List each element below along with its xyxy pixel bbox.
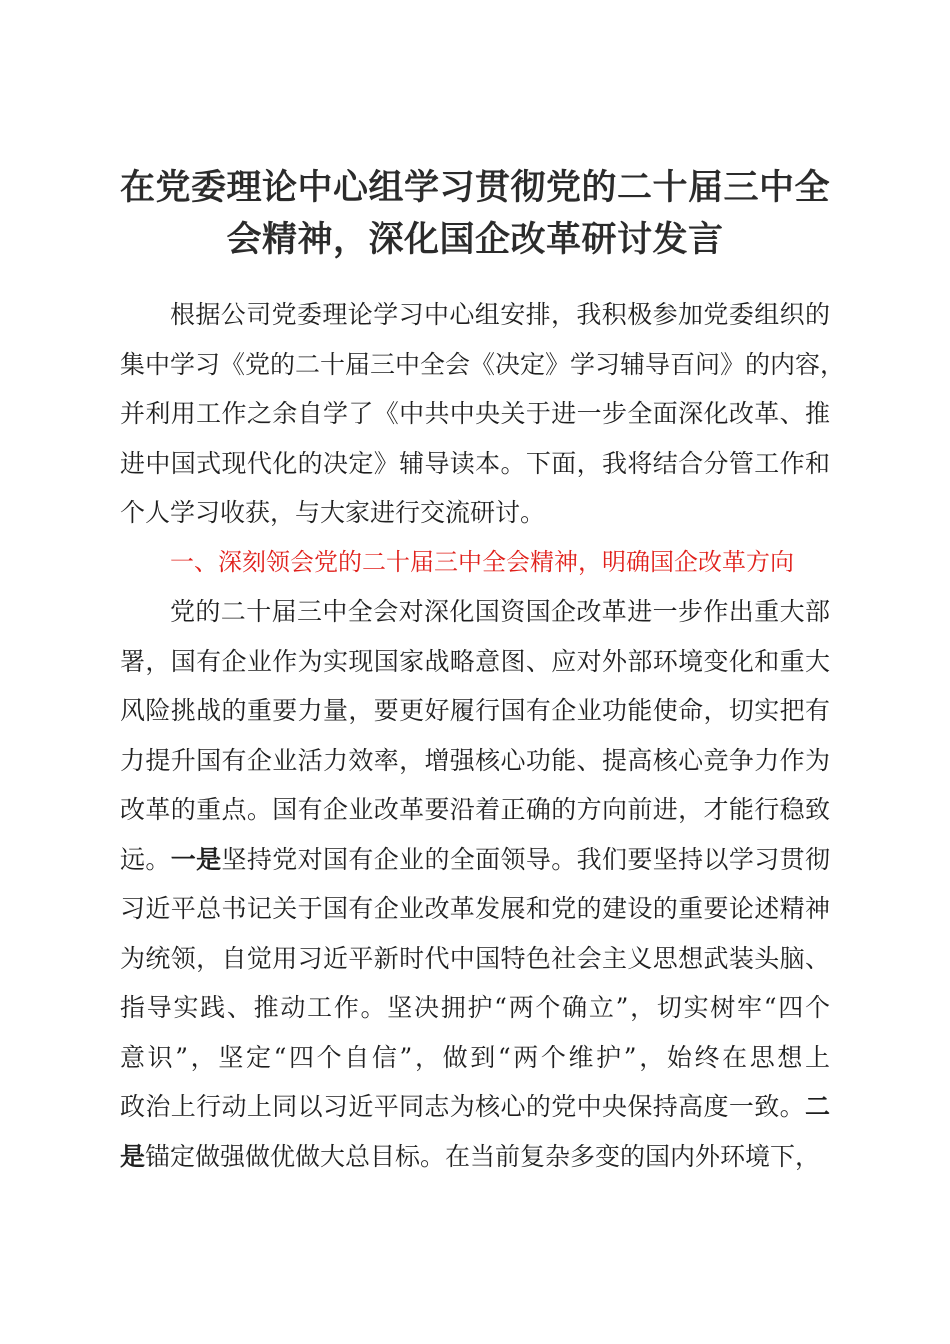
document-title <box>120 162 830 266</box>
point1-line-4: 意识”，坚定“四个自信”，做到“两个维护”，始终在思想上 <box>120 1042 830 1072</box>
intro-line-3: 并利用工作之余自学了《中共中央关于进一步全面深化改革、推 <box>120 399 830 428</box>
point1-line-3: 指导实践、推动工作。坚决拥护“两个确立”，切实树牢“四个 <box>120 993 830 1022</box>
intro-line-2: 集中学习《党的二十届三中全会《决定》学习辅导百问》的内容， <box>120 349 846 379</box>
point1-lead-pre: 远。 <box>120 844 171 874</box>
title-line-1: 在党委理论中心组学习贯彻党的二十届三中全 <box>120 168 831 208</box>
section1-line-5: 改革的重点。国有企业改革要沿着正确的方向前进，才能行稳致 <box>120 795 830 824</box>
intro-line-5: 个人学习收获，与大家进行交流研讨。 <box>120 498 546 527</box>
section1-line-3: 风险挑战的重要力量，要更好履行国有企业功能使命，切实把有 <box>120 696 830 725</box>
intro-line-1: 根据公司党委理论学习中心组安排，我积极参加党委组织的 <box>170 300 830 329</box>
section1-line-4: 力提升国有企业活力效率，增强核心功能、提高核心竞争力作为 <box>120 745 830 775</box>
section1-line-1: 党的二十届三中全会对深化国资国企改革进一步作出重大部 <box>170 597 830 626</box>
point1-lead-post: 坚持党对国有企业的全面领导。我们要坚持以学习贯彻 <box>221 844 830 874</box>
point2-lead-pre: 政治上行动上同以习近平同志为核心的党中央保持高度一致。 <box>120 1092 805 1121</box>
point1-lead-line <box>120 835 830 885</box>
point2-label-part1: 二 <box>804 1092 830 1121</box>
point1-line-2: 为统领，自觉用习近平新时代中国特色社会主义思想武装头脑、 <box>120 943 830 973</box>
point1-line-1: 习近平总书记关于国有企业改革发展和党的建设的重要论述精神 <box>120 894 830 923</box>
point2-label-part2: 是 <box>120 1141 146 1171</box>
point1-label: 一是 <box>170 844 222 874</box>
point2-lead-line-2 <box>120 1132 830 1182</box>
document-body <box>120 290 846 1181</box>
point2-lead-line-1 <box>120 1082 830 1132</box>
intro-line-4: 进中国式现代化的决定》辅导读本。下面，我将结合分管工作和 <box>120 448 830 478</box>
title-line-2: 会精神，深化国企改革研讨发言 <box>226 220 724 260</box>
section-heading-1: 一、深刻领会党的二十届三中全会精神，明确国企改革方向 <box>170 547 794 576</box>
section1-line-2: 署，国有企业作为实现国家战略意图、应对外部环境变化和重大 <box>120 646 830 676</box>
point2-lead-post: 锚定做强做优做大总目标。在当前复杂多变的国内外环境下， <box>145 1141 821 1171</box>
